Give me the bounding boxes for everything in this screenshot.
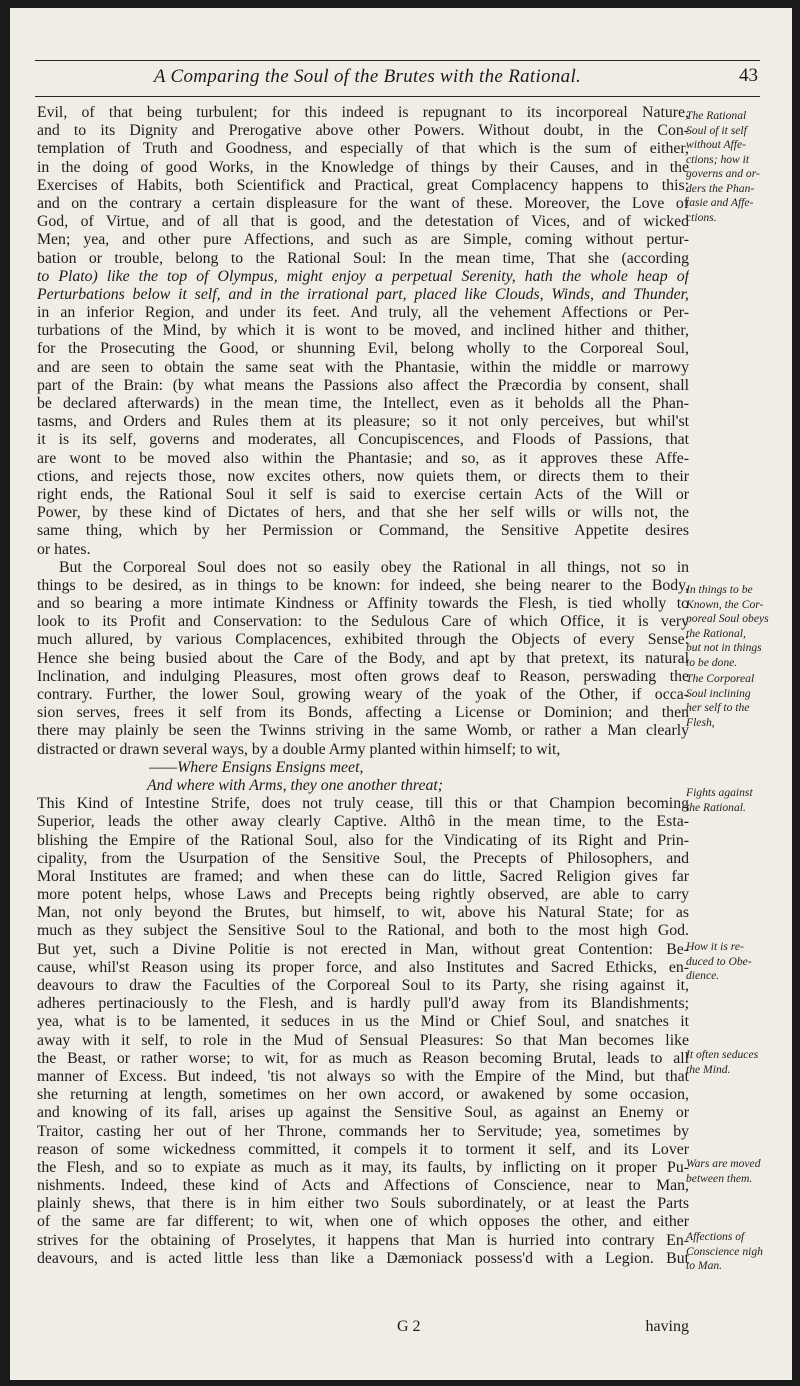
- text-line: adheres pertinaciously to the Flesh, and is hardly pull'd away from its Blandishments;: [37, 995, 689, 1013]
- running-title: A Comparing the Soul of the Brutes with the Rational.: [153, 66, 582, 87]
- text-line: ctions, and rejects those, now excites others, now quiets them, or directs them to their: [37, 467, 689, 485]
- text-line: much as they subject the Sensitive Soul to the Rational, and both to the most high God.: [37, 922, 689, 940]
- margin-note-line: without Affe-: [686, 138, 747, 151]
- text-line: and knowing of its fall, arises up against the Sensitive Soul, as against an Enemy or: [37, 1104, 689, 1122]
- signature-mark: G 2: [397, 1318, 421, 1335]
- margin-note-rational-soul: [686, 109, 778, 225]
- text-line: it is its self, governs and moderates, all Concupiscences, and Floods of Passions, that: [37, 431, 689, 449]
- margin-note-conscience: [686, 1230, 778, 1274]
- text-line: part of the Brain: (by what means the Passions also affect the Præcordia by consent, shall: [37, 376, 689, 394]
- text-line: But yet, such a Divine Politie is not erected in Man, without great Contention: Be-: [37, 940, 689, 958]
- text-line: she returning at length, sometimes on her own accord, or awakened by some occasion,: [37, 1086, 689, 1104]
- margin-note-obedience: [686, 940, 778, 984]
- catchword: having: [645, 1318, 689, 1335]
- text-line: there may plainly be seen the Twinns striving in the same Womb, or rather a Man clearly: [37, 722, 689, 740]
- text-line: plainly shews, that there is in him either two Souls subordinately, or at least the Parts: [37, 1195, 689, 1213]
- text-line: to Plato) like the top of Olympus, might enjoy a perpetual Serenity, hath the whole heap of: [37, 267, 689, 285]
- margin-note-line: but not in things: [686, 641, 762, 654]
- text-line: Power, by these kind of Dictates of hers, and that she her self wills or wills not, the: [37, 504, 689, 522]
- text-line: deavours, and is acted little less than like a Dæmoniack possess'd with a Legion. But: [37, 1249, 689, 1267]
- text-line: templation of Truth and Goodness, and especially of that which is the sum of either,: [37, 140, 689, 158]
- margin-note-line: to Man.: [686, 1259, 723, 1272]
- text-line: for the Prosecuting the Good, or shunning Evil, belong wholly to the Corporeal Soul,: [37, 340, 689, 358]
- text-line: Hence she being busied about the Care of the Body, and apt by that pretext, its natural: [37, 649, 689, 667]
- text-line: Man, not only beyond the Brutes, but himself, to wit, above his Natural State; for as: [37, 904, 689, 922]
- margin-note-line: Known, the Cor-: [686, 597, 764, 611]
- text-line: right ends, the Rational Soul it self is said to exercise certain Acts of the Will or: [37, 485, 689, 503]
- text-line: deavours to draw the Faculties of the Corporeal Soul to its Party, she rising against it,: [37, 977, 689, 994]
- margin-note-line: The Rational: [686, 109, 747, 122]
- text-line: Superior, leads the other away clearly Captive. Althô in the mean time, to the Esta-: [37, 813, 689, 831]
- margin-note-fights: [686, 786, 778, 815]
- margin-note-line: the Rational,: [686, 626, 746, 640]
- margin-note-line: Conscience nigh: [686, 1244, 763, 1258]
- margin-note-line: duced to Obe-: [686, 954, 752, 968]
- text-line: and so bearing a more intimate Kindness or Affinity towards the Flesh, is tied wholly to: [37, 595, 689, 613]
- page-number: 43: [739, 65, 758, 86]
- text-line: Evil, of that being turbulent; for this indeed is repugnant to its incorporeal Nature,: [37, 104, 689, 121]
- text-line: nishments. Indeed, these kind of Acts and Affections of Conscience, near to Man,: [37, 1177, 689, 1195]
- margin-note-line: between them.: [686, 1171, 753, 1185]
- margin-note-line: In things to be: [686, 583, 753, 596]
- text-line: more potent helps, whose Laws and Precepts being rightly observed, are able to carry: [37, 886, 689, 904]
- text-line: in the doing of good Works, in the Knowledge of things by their Causes, and in the: [37, 158, 689, 176]
- header-rule-bottom: [35, 96, 760, 97]
- text-line: But the Corporeal Soul does not so easily obey the Rational in all things, not so in: [59, 558, 689, 576]
- text-line: bation or trouble, belong to the Rational Soul: In the mean time, That she (according: [37, 249, 689, 267]
- margin-note-line: ctions.: [686, 210, 717, 224]
- margin-note-line: her self to the: [686, 701, 750, 714]
- body-text: [37, 104, 689, 1268]
- margin-note-wars: [686, 1157, 778, 1186]
- margin-note-line: dience.: [686, 969, 720, 982]
- margin-note-line: ders the Phan-: [686, 181, 755, 195]
- text-line: or hates.: [37, 540, 91, 558]
- margin-note-line: Soul of it self: [686, 123, 747, 137]
- margin-note-line: Soul inclining: [686, 686, 751, 700]
- text-line: Exercises of Habits, both Scientifick and Practical, great Complacency happens to this;: [37, 176, 689, 194]
- text-line: the Beast, or rather worse; to wit, for as much as Reason becoming Brutal, leads to all: [37, 1049, 689, 1067]
- text-line: strives for the obtaining of Proselytes, it happens that Man is hurried into contrary En-: [37, 1231, 689, 1249]
- margin-note-line: Fights against: [686, 786, 753, 799]
- margin-note-line: It often seduces: [686, 1048, 759, 1061]
- text-line: yea, what is to be lamented, it seduces in us the Mind or Chief Soul, and snatches it: [37, 1013, 689, 1031]
- text-line: Perturbations below it self, and in the irrational part, placed like Clouds, Winds, and Thunder,: [37, 285, 689, 303]
- text-line: turbations of the Mind, by which it is wont to be moved, and inclined hither and thither,: [37, 322, 689, 340]
- text-line: in an inferior Region, and under its feet. And truly, all the vehement Affections or Per-: [37, 304, 689, 322]
- text-line: Moral Institutes are framed; and when these can do little, Sacred Religion gives far: [37, 867, 689, 885]
- text-line: and on the contrary a certain displeasure for the want of these. Moreover, the Love of: [37, 194, 689, 212]
- text-line: Men; yea, and other pure Affections, and such as are Simple, coming without pertur-: [37, 231, 689, 249]
- margin-note-line: tasie and Affe-: [686, 196, 754, 209]
- margin-note-line: Affections of: [686, 1230, 745, 1243]
- text-line: things to be desired, as in things to be known: for indeed, she being nearer to the Body,: [37, 576, 689, 594]
- text-line: blishing the Empire of the Rational Soul, also for the Vindicating of its Right and Prin-: [37, 831, 689, 849]
- text-line: of the same are far different; to wit, when one of which opposes the other, and either: [37, 1213, 689, 1231]
- text-line: same thing, which by her Permission or Command, the Sensitive Appetite desires: [37, 522, 689, 540]
- margin-note-line: governs and or-: [686, 167, 760, 180]
- text-line: the Flesh, and so to expiate as much as it may, its faults, by inflicting on it proper Pu-: [37, 1158, 689, 1176]
- text-line: and to its Dignity and Prerogative above other Powers. Without doubt, in the Con-: [37, 122, 689, 140]
- header-rule-top: [35, 60, 760, 61]
- margin-note-corporeal-soul: [686, 672, 778, 730]
- text-line: and are seen to obtain the same seat with the Phantasie, within the middle or marrowy: [37, 358, 689, 376]
- text-line: And where with Arms, they one another threat;: [147, 776, 444, 794]
- margin-note-seduces: [686, 1048, 778, 1077]
- margin-note-line: Flesh,: [686, 715, 715, 729]
- page-header: [35, 60, 760, 100]
- margin-note-line: The Corporeal: [686, 672, 755, 685]
- text-line: God, of Virtue, and of all that is good, and the detestation of Vices, and of wicked: [37, 213, 689, 231]
- text-line: away with it self, to role in the Mud of Sensual Pleasures: So that Man becomes like: [37, 1031, 689, 1049]
- text-line: be declared afterwards) in the mean time, the Intellect, even as it beholds all the Phan-: [37, 395, 689, 412]
- book-page: [10, 8, 792, 1380]
- margin-note-line: to be done.: [686, 655, 738, 669]
- margin-note-line: poreal Soul obeys: [686, 612, 769, 625]
- margin-note-line: ctions; how it: [686, 152, 750, 166]
- text-line: sion serves, frees it self from its Bonds, affecting a License or Dominion; and then: [37, 704, 689, 722]
- text-line: much allured, by various Complacences, exhibited through the Objects of every Sense:: [37, 631, 689, 649]
- text-line: look to its Profit and Conservation: to the Sedulous Care of which Office, it is very: [37, 613, 689, 631]
- text-line: cipality, from the Usurpation of the Sensitive Soul, the Precepts of Philosophers, and: [37, 849, 689, 867]
- margin-note-line: the Mind.: [686, 1062, 731, 1076]
- text-line: manner of Excess. But indeed, 'tis not always so with the Empire of the Mind, but that: [37, 1067, 689, 1085]
- page-footer: [37, 1318, 689, 1340]
- text-line: This Kind of Intestine Strife, does not truly cease, till this or that Champion becoming: [37, 795, 689, 813]
- margin-note-things-known: [686, 583, 778, 670]
- text-line: ——Where Ensigns Ensigns meet,: [149, 758, 364, 776]
- text-line: cause, whil'st Reason using its proper force, and also Institutes and Sacred Ethicks, en-: [37, 958, 689, 976]
- text-line: Inclination, and indulging Pleasures, most often grows deaf to Reason, perswading the: [37, 667, 689, 685]
- text-line: distracted or drawn several ways, by a double Army planted within himself; to wit,: [37, 740, 561, 758]
- margin-note-line: Wars are moved: [686, 1157, 761, 1170]
- margin-note-line: How it is re-: [686, 940, 744, 953]
- text-line: tasms, and Orders and Rules them at its pleasure; so it not only perceives, but whil'st: [37, 413, 689, 431]
- margin-note-line: the Rational.: [686, 800, 746, 814]
- text-line: are wont to be moved also within the Phantasie; and so, as it approves these Affe-: [37, 449, 689, 467]
- text-line: reason of some wickedness committed, it compels it to torment it self, and its Lover: [37, 1140, 689, 1158]
- text-line: contrary. Further, the lower Soul, growing weary of the yoak of the Other, if occa-: [37, 686, 689, 703]
- text-line: Traitor, casting her out of her Throne, commands her to Servitude; yea, sometimes by: [37, 1122, 689, 1140]
